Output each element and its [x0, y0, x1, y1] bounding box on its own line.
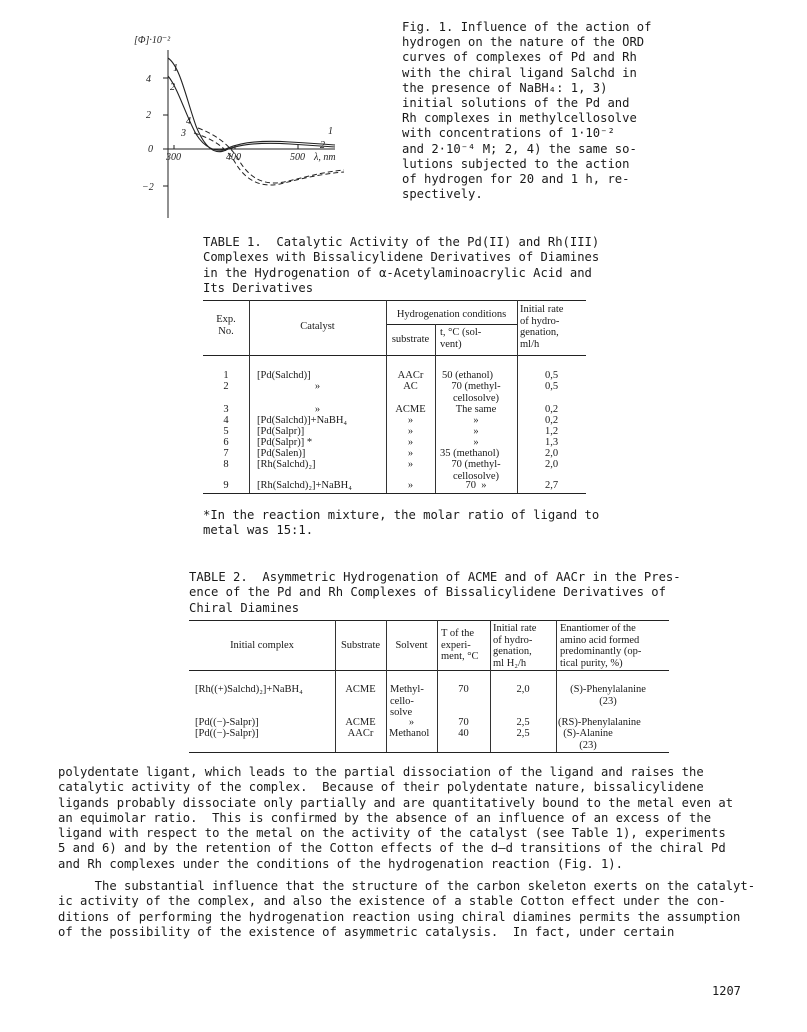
x-tick-label: 400 — [226, 152, 241, 163]
table-cell: 40 — [458, 728, 469, 739]
table-cell: 4 — [223, 415, 229, 426]
table-cell: 2,0 — [544, 459, 559, 470]
table-cell: » — [407, 448, 414, 459]
table-cell: Methyl- cello- solve — [390, 684, 424, 718]
y-axis-label: [Φ]·10⁻² — [134, 35, 171, 46]
table-cell: [Rh((+)Salchd)₂]+NaBH₄ — [195, 684, 303, 695]
table-cell: Methanol — [389, 728, 430, 739]
x-tick-label: 300 — [166, 152, 181, 163]
y-tick-label: 0 — [148, 144, 153, 155]
table-cell: AACr — [347, 728, 374, 739]
table2-header-rate: Initial rate of hydro- genation, ml H₂/h — [493, 623, 537, 669]
table-cell: ACME — [395, 404, 426, 415]
table-cell: AC — [403, 381, 418, 392]
table-cell: » — [408, 717, 415, 728]
table-cell: [Pd(Salchd)]+NaBH₄ — [257, 415, 348, 426]
table-cell: 5 — [223, 426, 229, 437]
table-cell: 6 — [223, 437, 229, 448]
table-cell: 0,2 — [544, 404, 559, 415]
curve-label: 1 — [173, 63, 178, 74]
table2-header-enantiomer: Enantiomer of the amino acid formed predominantly (op- tical purity, %) — [560, 623, 642, 669]
table-cell: » — [407, 426, 414, 437]
table-cell: 2,7 — [544, 480, 559, 491]
curve-label: 2 — [170, 82, 175, 93]
table-cell: » — [314, 381, 321, 392]
table-cell: [Pd(Salpr)] * — [257, 437, 313, 448]
table-cell: 1,2 — [544, 426, 559, 437]
table1-title: TABLE 1. Catalytic Activity of the Pd(II) and Rh(III) Complexes with Bissalicylidene Derivatives of Diamines in the Hydrogenation of α-Acetylaminoacrylic Acid and Its Derivatives — [203, 235, 600, 295]
table-cell: » — [407, 480, 414, 491]
curve-label: 1 — [328, 126, 333, 137]
table-cell: » — [407, 437, 414, 448]
table-cell: 70 — [458, 684, 469, 695]
table1-header-rate: Initial rate of hydro- genation, ml/h — [520, 304, 564, 350]
table-cell: [Pd((−)-Salpr)] — [195, 717, 259, 728]
figure-caption: Fig. 1. Influence of the action of hydrogen on the nature of the ORD curves of complexes of Pd and Rh with the chiral ligand Salchd in the presence of NaBH₄: 1, 3) initial solutions of the Pd and Rh complexes in methylcellosolve with concentrations of 1·10⁻² and 2·10⁻⁴ M; 2, 4) the same so- lutions subjected to the action of hydrogen for 20 and 1 h, re- spectively. — [402, 20, 652, 202]
table-cell: 2,5 — [516, 728, 530, 739]
table-cell: ACME — [345, 717, 376, 728]
table2-header-temp: T of the experi- ment, °C — [441, 628, 479, 662]
table-cell: » — [407, 459, 414, 470]
table-cell: 8 — [223, 459, 229, 470]
table-cell: (RS)-Phenylalanine — [558, 717, 641, 728]
curve-1 — [168, 76, 335, 150]
table-cell: » — [473, 426, 479, 437]
y-tick-label: 2 — [146, 110, 151, 121]
table1-header-exp-no: Exp. No. — [216, 314, 236, 337]
table-cell: » — [407, 415, 414, 426]
table-cell: 70 — [458, 717, 469, 728]
x-unit-label: λ, nm — [314, 152, 336, 163]
table-cell: 2,0 — [516, 684, 530, 695]
table-cell: » — [473, 415, 479, 426]
table-cell: 2,5 — [516, 717, 530, 728]
table1-header-conditions: Hydrogenation conditions — [396, 309, 507, 320]
table-cell: 7 — [223, 448, 229, 459]
body-text — [58, 765, 798, 940]
table-cell: 50 (ethanol) — [442, 370, 494, 381]
y-tick-label: 4 — [146, 74, 151, 85]
table-cell: » — [314, 404, 321, 415]
table-cell: 3 — [223, 404, 229, 415]
table1-header-temp: t, °C (sol- vent) — [440, 327, 482, 350]
table-cell: [Rh(Salchd)₂]+NaBH₄ — [257, 480, 352, 491]
curve-label: 2 — [320, 140, 325, 151]
table-cell: 70 » — [465, 480, 487, 491]
table-cell: » — [473, 437, 479, 448]
x-tick-label: 500 — [290, 152, 305, 163]
table2-header-solvent: Solvent — [395, 640, 428, 651]
table-cell: 0,5 — [544, 381, 559, 392]
curve-label: 3 — [181, 128, 186, 139]
table-cell: [Pd(Salchd)] — [257, 370, 311, 381]
table-cell: 35 (methanol) — [440, 448, 500, 459]
table-cell: (S)-Alanine (23) — [563, 728, 613, 751]
table-cell: 1 — [223, 370, 229, 381]
ord-curves-figure — [130, 28, 392, 233]
table-cell: 1,3 — [544, 437, 559, 448]
table-cell: 2 — [223, 381, 229, 392]
table-cell: The same — [455, 404, 497, 415]
paragraph: polydentate ligant, which leads to the partial dissociation of the ligand and raises the catalytic activity of the complex. Because of their polydentate nature, bissalicylidene ligands probably dissociate only partially and are quantitatively bound to the metal even at an equimolar ratio. This is confirmed by the absence of an influence of an excess of the ligand with respect to the metal on the activity of the catalyst (see Table 1), experiments 5 and 6) and by the retention of the Cotton effects of the d–d transitions of the chiral Pd and Rh complexes under the conditions of the hydrogenation reaction (Fig. 1). — [58, 765, 734, 871]
table-cell: [Pd(Salen)] — [257, 448, 306, 459]
ord-curves-plot — [130, 28, 392, 233]
curve-2 — [168, 58, 335, 152]
table-cell: [Pd((−)-Salpr)] — [195, 728, 259, 739]
table1-footnote: *In the reaction mixture, the molar ratio of ligand to metal was 15:1. — [203, 508, 600, 538]
table-cell: AACr — [397, 370, 424, 381]
table-cell: ACME — [345, 684, 376, 695]
table2-header-complex: Initial complex — [230, 640, 294, 651]
curve-label: 4 — [186, 116, 191, 127]
page-number: 1207 — [712, 984, 741, 998]
table-cell: 0,5 — [544, 370, 559, 381]
table-cell: 70 (methyl- cellosolve) — [451, 381, 501, 404]
table-cell: [Pd(Salpr)] — [257, 426, 305, 437]
table-cell: 0,2 — [544, 415, 559, 426]
table-cell: (S)-Phenylalanine (23) — [570, 684, 646, 707]
table-cell: 9 — [223, 480, 229, 491]
table2-header-substrate: Substrate — [340, 640, 381, 651]
table1-header-catalyst: Catalyst — [300, 321, 335, 332]
table1-header-substrate: substrate — [391, 334, 430, 345]
table-cell: 70 (methyl- cellosolve) — [451, 459, 501, 482]
table-cell: 2,0 — [544, 448, 559, 459]
y-tick-label: −2 — [142, 182, 154, 193]
table2-title: TABLE 2. Asymmetric Hydrogenation of ACME and of AACr in the Pres- ence of the Pd and Rh Complexes of Bissalicylidene Derivatives of Chiral Diamines — [189, 570, 681, 615]
paragraph: The substantial influence that the structure of the carbon skeleton exerts on the catalyt- ic activity of the complex, and also the existence of a stable Cotton effect under the con- ditions of performing the hydrogenation reaction using chiral diamines permits the assumption of the possibility of the existence of asymmetric catalysis. In fact, under certain — [58, 879, 756, 939]
table-cell: [Rh(Salchd)₂] — [257, 459, 316, 470]
